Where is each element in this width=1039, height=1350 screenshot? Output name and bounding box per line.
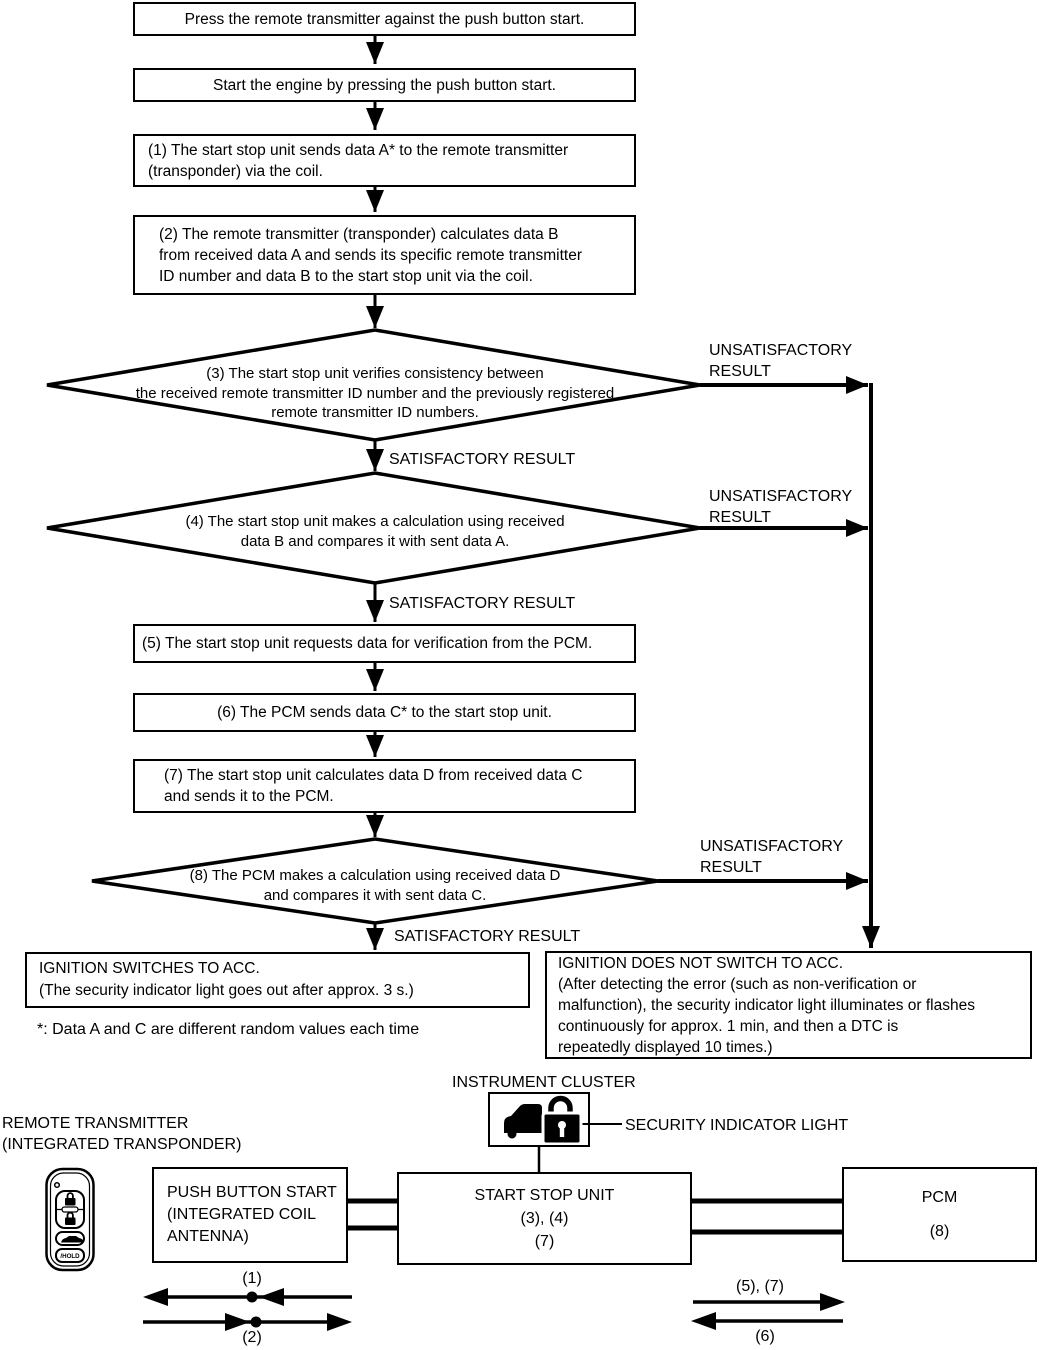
step-start-engine-box <box>133 68 636 102</box>
result-text-line: repeatedly displayed 10 times.) <box>558 1038 773 1056</box>
component-label-line: PCM <box>921 1188 958 1206</box>
step-text-line: from received data A and sends its specific remote transmitter <box>159 246 582 264</box>
decision-text-line: (3) The start stop unit verifies consistency between <box>206 365 544 382</box>
coil-signal-arrows <box>143 1288 352 1331</box>
decision-text-line: remote transmitter ID numbers. <box>271 404 479 421</box>
result-ok-box <box>25 952 530 1008</box>
signal1-node-dot <box>247 1292 258 1303</box>
unsatisfactory-line: RESULT <box>709 509 771 526</box>
unsatisfactory-line: RESULT <box>709 363 771 380</box>
step5-request-verification-box <box>133 624 636 663</box>
step-text-line: (transponder) via the coil. <box>148 162 323 180</box>
step-text-line: (1) The start stop unit sends data A* to the remote transmitter <box>148 141 569 159</box>
satisfactory-label-2: SATISFACTORY RESULT <box>389 595 576 612</box>
component-label-line: ANTENNA) <box>167 1228 249 1245</box>
fob-cluster-slot <box>62 1207 78 1212</box>
decision4-compare-data-text <box>75 512 675 551</box>
step1-send-data-a-box <box>133 134 636 187</box>
step2-calc-data-b-box <box>133 215 636 295</box>
result-text-line: IGNITION SWITCHES TO ACC. <box>39 960 260 977</box>
step-text: (5) The start stop unit requests data for verification from the PCM. <box>142 635 593 652</box>
signal1-arrowhead <box>259 1288 284 1306</box>
unsatisfactory-line: UNSATISFACTORY <box>709 488 853 505</box>
signal6-label: (6) <box>755 1328 775 1345</box>
signal6-arrowhead <box>691 1312 716 1330</box>
push-button-start-box <box>152 1167 348 1263</box>
step-text-line: and sends it to the PCM. <box>164 788 334 805</box>
fob-lock-icon <box>65 1198 76 1206</box>
result-text-line: (The security indicator light goes out after approx. 3 s.) <box>39 982 414 999</box>
fob-unlock-icon <box>65 1218 76 1226</box>
decision-text-line: data B and compares it with sent data A. <box>240 532 510 550</box>
signal2-node-dot <box>251 1317 262 1328</box>
pcm-box <box>842 1167 1037 1262</box>
result-text-line: continuously for approx. 1 min, and then a DTC is <box>558 1017 899 1035</box>
satisfactory-label-1: SATISFACTORY RESULT <box>389 451 576 468</box>
unsatisfactory-label-2 <box>709 486 852 528</box>
unsatisfactory-line: UNSATISFACTORY <box>700 838 844 855</box>
signal2-label: (2) <box>242 1329 262 1346</box>
result-text-line: malfunction), the security indicator light illuminates or flashes <box>558 996 975 1014</box>
security-indicator-light-label: SECURITY INDICATOR LIGHT <box>625 1117 849 1134</box>
step6-send-data-c-box <box>133 693 636 732</box>
result-text-line: IGNITION DOES NOT SWITCH TO ACC. <box>558 954 844 972</box>
remote-transmitter-label <box>2 1113 241 1155</box>
decision3-verify-id-text <box>75 364 675 423</box>
decision8-pcm-compare-text <box>75 866 675 905</box>
signal2-arrowhead <box>327 1313 352 1331</box>
component-label-line: (8) <box>929 1222 950 1240</box>
result-fail-box <box>545 951 1032 1059</box>
fob-hold-label: /HOLD <box>60 1253 80 1260</box>
signal1-label: (1) <box>242 1270 262 1287</box>
remote-transmitter-line: (INTEGRATED TRANSPONDER) <box>2 1136 242 1153</box>
step-text: (6) The PCM sends data C* to the start stop unit. <box>217 704 552 721</box>
step7-calc-data-d-box <box>133 759 636 813</box>
instrument-cluster-box <box>488 1092 590 1147</box>
step-text: Press the remote transmitter against the push button start. <box>184 10 585 28</box>
signal57-label: (5), (7) <box>736 1278 784 1295</box>
signal57-arrowhead <box>820 1293 845 1311</box>
unsatisfactory-line: RESULT <box>700 859 762 876</box>
step-press-remote-box <box>133 2 636 36</box>
start-stop-unit-box <box>397 1172 692 1265</box>
result-text-line: (After detecting the error (such as non-verification or <box>558 975 917 993</box>
unsatisfactory-line: UNSATISFACTORY <box>709 342 853 359</box>
decision-text-line: (8) The PCM makes a calculation using received data D <box>189 867 561 884</box>
step-text-line: ID number and data B to the start stop unit via the coil. <box>159 267 533 285</box>
footnote: *: Data A and C are different random values each time <box>37 1021 420 1038</box>
signal1-arrowhead <box>143 1288 168 1306</box>
step-text: Start the engine by pressing the push button start. <box>213 76 556 94</box>
key-fob-icon <box>47 1169 94 1270</box>
decision-text-line: the received remote transmitter ID number and the previously registered <box>135 384 615 402</box>
component-label-line: (7) <box>534 1233 555 1250</box>
component-label-line: (INTEGRATED COIL <box>167 1206 317 1223</box>
satisfactory-label-3: SATISFACTORY RESULT <box>394 928 581 945</box>
step-text-line: (7) The start stop unit calculates data D from received data C <box>164 767 583 784</box>
decision-text-line: (4) The start stop unit makes a calculation using received <box>185 513 565 530</box>
remote-transmitter-line: REMOTE TRANSMITTER <box>2 1115 189 1132</box>
decision-text-line: and compares it with sent data C. <box>263 886 487 904</box>
step-text-line: (2) The remote transmitter (transponder) calculates data B <box>159 225 559 243</box>
unsatisfactory-label-3 <box>700 836 843 878</box>
unsatisfactory-label-1 <box>709 340 852 382</box>
instrument-cluster-label: INSTRUMENT CLUSTER <box>452 1074 636 1091</box>
component-label-line: (3), (4) <box>520 1210 569 1227</box>
component-label-line: START STOP UNIT <box>474 1187 615 1204</box>
pcm-signal-arrows <box>691 1293 845 1330</box>
component-label-line: PUSH BUTTON START <box>167 1184 337 1201</box>
